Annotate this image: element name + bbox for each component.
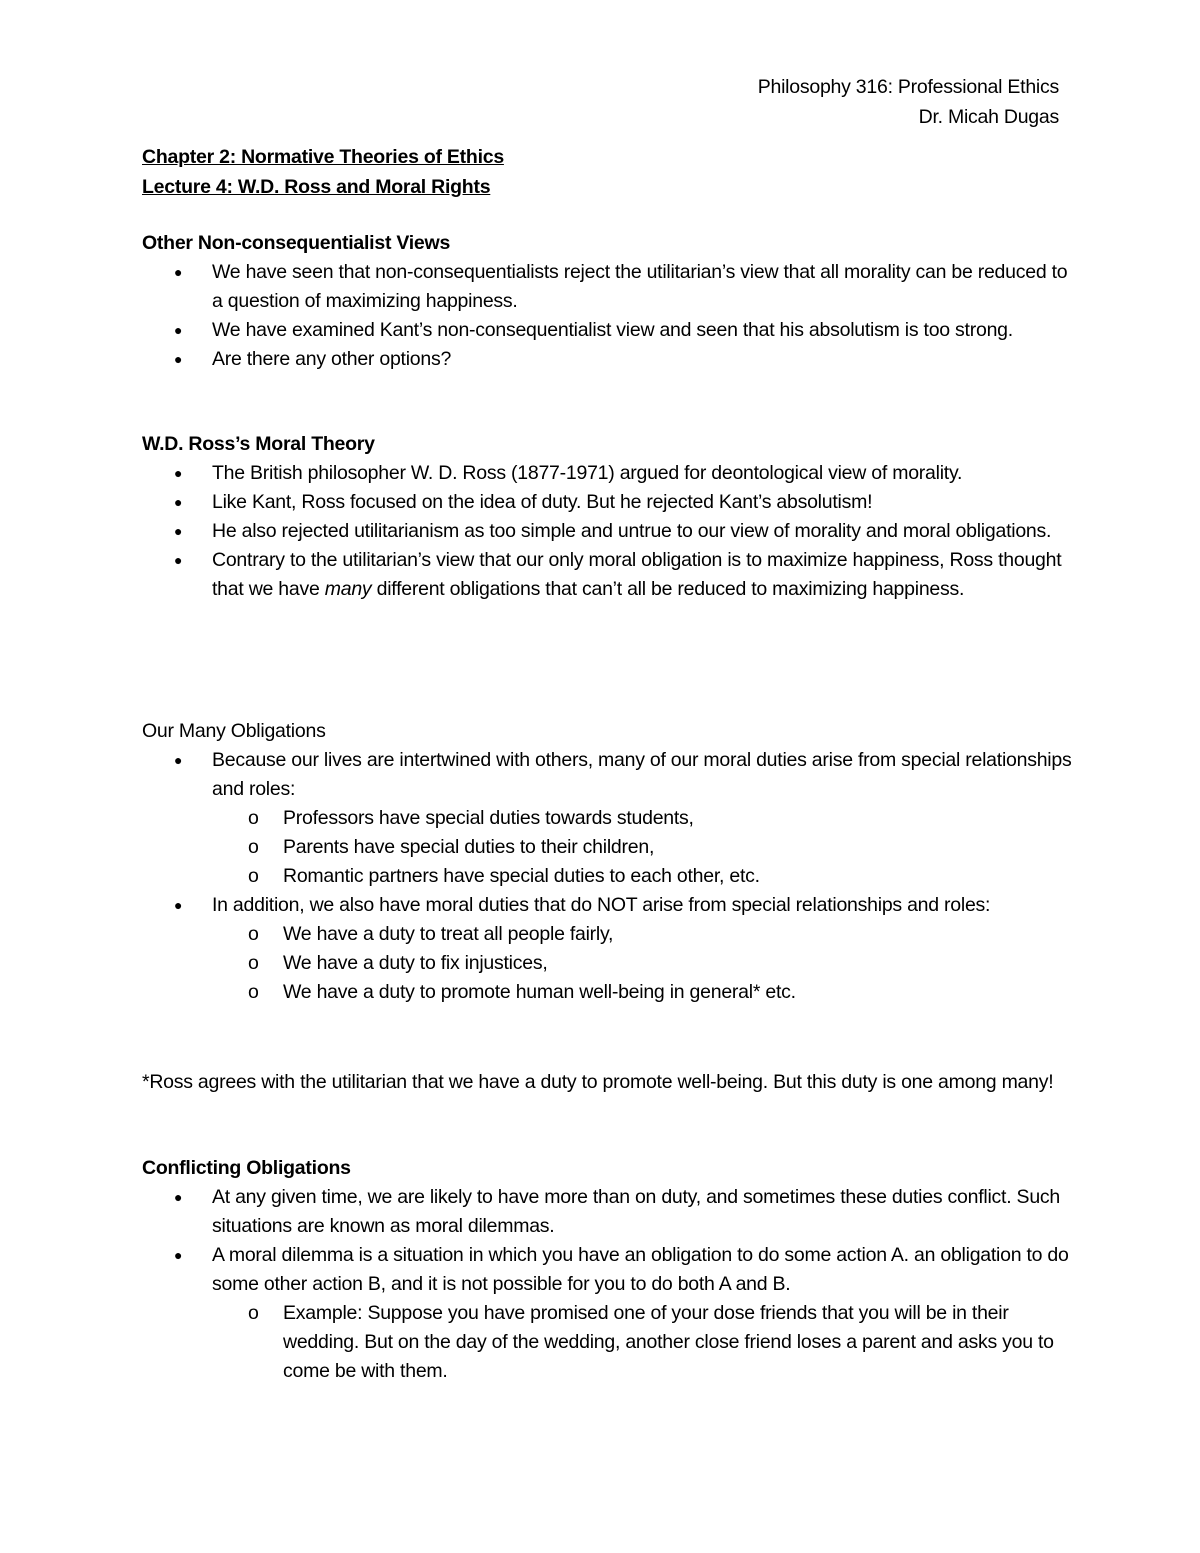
list-item: ● We have examined Kant’s non-consequentialist view and seen that his absolutism is too strong. [142,316,1072,345]
sub-list-item: o We have a duty to promote human well-being in general* etc. [142,978,1072,1007]
bullet-icon: ● [174,264,183,280]
section-heading: Our Many Obligations [142,720,326,742]
sub-bullet-list [142,804,1072,891]
footnote: *Ross agrees with the utilitarian that we have a duty to promote well-being. But this duty is one among many! [142,1071,1054,1093]
title-block [142,142,504,202]
circle-bullet-icon: o [248,981,259,1003]
list-item: ● He also rejected utilitarianism as too simple and untrue to our view of morality and moral obligations. [142,517,1072,546]
circle-bullet-icon: o [248,952,259,974]
bullet-icon: ● [174,1189,183,1205]
chapter-title: Chapter 2: Normative Theories of Ethics [142,146,504,168]
emphasis: many [324,578,372,600]
section-conflicting-obligations [142,1154,1072,1386]
bullet-icon: ● [174,322,183,338]
circle-bullet-icon: o [248,836,259,858]
bullet-list [142,746,1072,804]
section-ross-theory [142,430,1072,604]
bullet-icon: ● [174,465,183,481]
section-many-obligations [142,717,1072,1007]
bullet-icon: ● [174,494,183,510]
circle-bullet-icon: o [248,807,259,829]
bullet-icon: ● [174,552,183,568]
course-header [758,72,1059,132]
sub-list-item: o We have a duty to fix injustices, [142,949,1072,978]
circle-bullet-icon: o [248,865,259,887]
list-item: ● At any given time, we are likely to have more than on duty, and sometimes these duties conflict. Such situations are known as moral dilemmas. [142,1183,1072,1241]
list-item: ● A moral dilemma is a situation in which you have an obligation to do some action A. an obligation to do some other action B, and it is not possible for you to do both A and B. [142,1241,1072,1299]
sub-list-item: o We have a duty to treat all people fairly, [142,920,1072,949]
sub-list-item: o Parents have special duties to their children, [142,833,1072,862]
circle-bullet-icon: o [248,1302,259,1324]
list-item: ● Like Kant, Ross focused on the idea of duty. But he rejected Kant’s absolutism! [142,488,1072,517]
bullet-icon: ● [174,523,183,539]
sub-list-item: o Romantic partners have special duties to each other, etc. [142,862,1072,891]
section-other-views [142,229,1072,374]
instructor-name: Dr. Micah Dugas [918,106,1059,128]
bullet-icon: ● [174,1247,183,1263]
sub-bullet-list [142,920,1072,1007]
bullet-icon: ● [174,752,183,768]
bullet-list [142,891,1072,920]
list-item: ● Are there any other options? [142,345,1072,374]
sub-list-item: o Professors have special duties towards students, [142,804,1072,833]
list-item: ● Contrary to the utilitarian’s view that our only moral obligation is to maximize happiness, Ross thought that we have many different obligations that can’t all be reduced to maximizing happiness. [142,546,1072,604]
course-title: Philosophy 316: Professional Ethics [757,76,1059,98]
bullet-icon: ● [174,351,183,367]
section-heading: W.D. Ross’s Moral Theory [142,433,375,455]
section-heading: Conflicting Obligations [142,1157,351,1179]
sub-list-item: o Example: Suppose you have promised one of your dose friends that you will be in their wedding. But on the day of the wedding, another close friend loses a parent and asks you to come be with them. [142,1299,1072,1386]
circle-bullet-icon: o [248,923,259,945]
section-heading: Other Non-consequentialist Views [142,232,451,254]
list-item: ● In addition, we also have moral duties that do NOT arise from special relationships and roles: [142,891,1072,920]
list-item: ● We have seen that non-consequentialists reject the utilitarian’s view that all morality can be reduced to a question of maximizing happiness. [142,258,1072,316]
sub-bullet-list [142,1299,1072,1386]
list-item: ● Because our lives are intertwined with others, many of our moral duties arise from special relationships and roles: [142,746,1072,804]
lecture-title: Lecture 4: W.D. Ross and Moral Rights [142,176,491,198]
bullet-list [142,1183,1072,1299]
list-item: ● The British philosopher W. D. Ross (1877-1971) argued for deontological view of morality. [142,459,1072,488]
bullet-icon: ● [174,897,183,913]
bullet-list [142,459,1072,604]
bullet-list [142,258,1072,374]
